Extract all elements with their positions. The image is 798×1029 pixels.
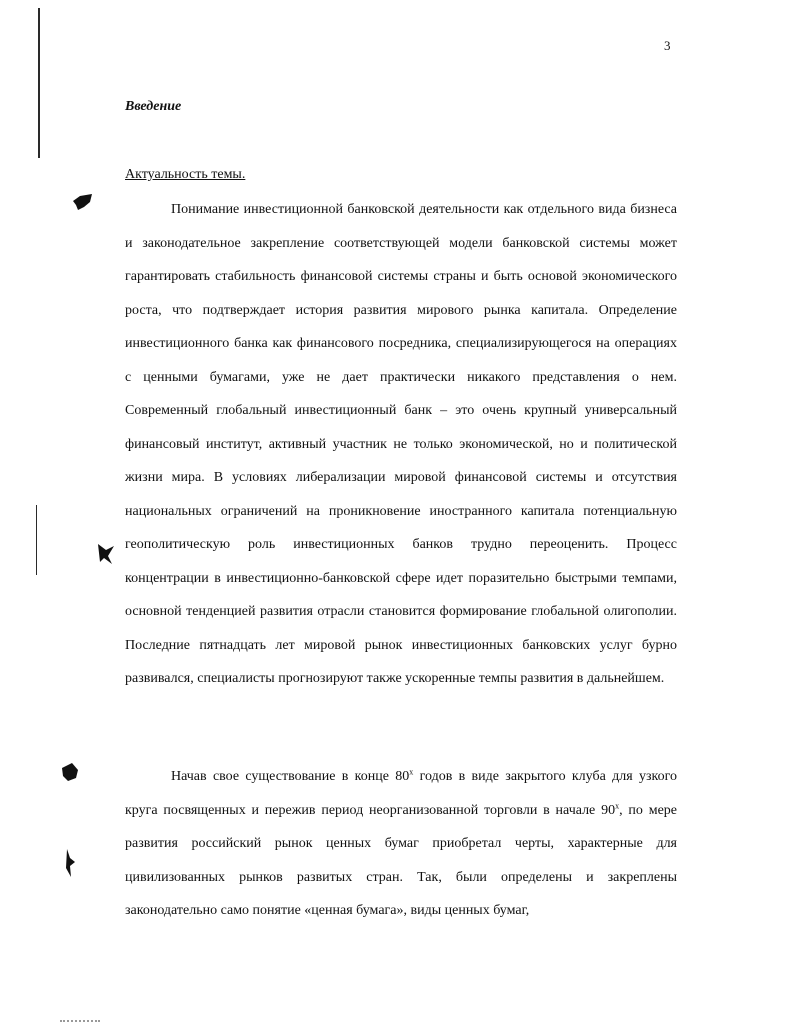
scan-footer-dots (60, 1020, 100, 1025)
section-title: Введение (125, 99, 182, 114)
scan-edge-line (38, 8, 40, 158)
paragraph-1: Понимание инвестиционной банковской деятельности как отдельного вида бизнеса и законодательное закрепление соответствующей модели банковской системы может гарантировать стабильность финансовой системы страны и быть основой экономического роста, что подтверждает история развития мирового рынка капитала. Определение инвестиционного банка как финансового посредника, специализирующегося на операциях с ценными бумагами, уже не дает практически никакого представления о нем. Современный глобальный инвестиционный банк – это очень крупный универсальный финансовый институт, активный участник не только экономической, но и политической жизни мира. В условиях либерализации мировой финансовой системы и отсутствия национальных ограничений на проникновение иностранного капитала потенциальную геополитическую роль инвестиционных банков трудно переоценить. Процесс концентрации в инвестиционно-банковской сфере идет поразительно быстрыми темпами, основной тенденцией развития отрасли становится формирование глобальной олигополии. Последние пятнадцать лет мировой рынок инвестиционных банковских услуг бурно развивался, специалисты прогнозируют также ускоренные темпы развития в дальнейшем. (125, 202, 677, 686)
scan-edge-line-lower (36, 505, 37, 575)
ink-blot-2 (96, 542, 118, 566)
superscript-1: х (409, 767, 414, 777)
subsection-title: Актуальность темы. (125, 167, 246, 182)
ink-blot-4 (64, 848, 76, 878)
paragraph-2-part-c: , по мере развития российский рынок ценных бумаг приобретал черты, характерные для цивилизованных рынков развитых стран. Так, были определены и закреплены законодательно само понятие «ценная бумага», виды ценных бумаг, (125, 802, 678, 918)
ink-blot-3 (60, 762, 80, 782)
superscript-2: х (615, 800, 620, 810)
page-number: 3 (664, 38, 671, 53)
paragraph-2-part-a: Начав свое существование в конце 80 (171, 769, 410, 784)
paragraph-2-part-b: годов в виде закрытого клуба для узкого круга посвященных и пережив период неорганизованной торговли в начале 90 (125, 769, 678, 818)
paragraph-2 (125, 760, 677, 928)
ink-blot-1 (72, 193, 94, 211)
